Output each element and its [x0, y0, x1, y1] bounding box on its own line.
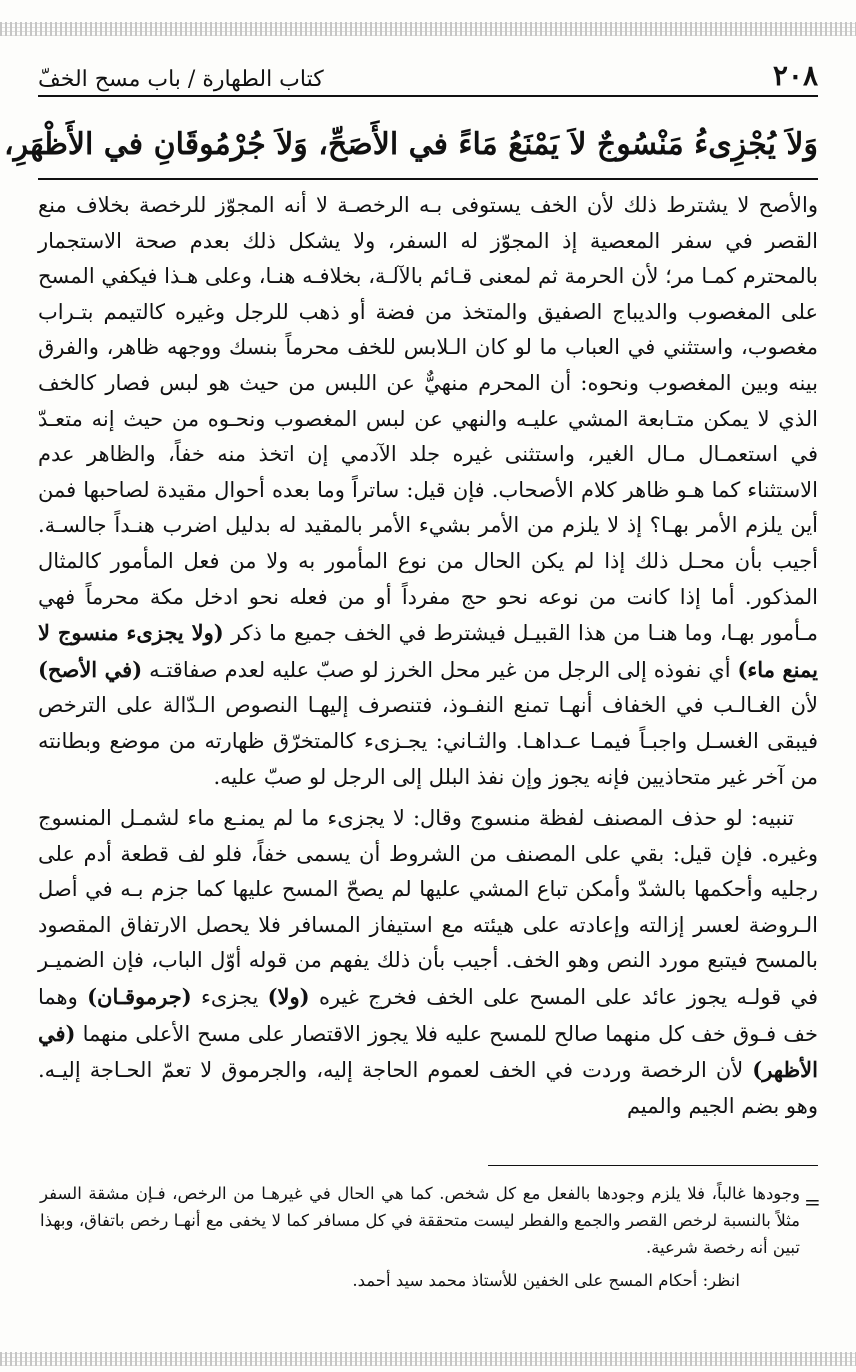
- commentary-body: [38, 188, 818, 1124]
- bottom-ornament-border: [0, 1352, 856, 1366]
- commentary-text: وهما خف فـوق خف كل منهما صالح للمسح عليه فلا يجوز الاقتصار على مسح الأعلى منهما: [38, 985, 818, 1046]
- running-title: كتاب الطهارة / باب مسح الخفّ: [38, 67, 324, 92]
- matn-text: وَلاَ يُجْزِىءُ مَنْسُوجٌ لاَ يَمْنَعُ مَاءً في الأَصَحِّ، وَلاَ جُرْمُوقَانِ في الأَظْهَرِ،: [3, 127, 818, 162]
- matn-quote: (جرموقـان): [87, 984, 192, 1010]
- footnote-text: وجودها غالباً، فلا يلزم وجودها بالفعل مع كل شخص. كما هي الحال في غيرهـا من الرخص، فـإن مشقة السفر مثلاً بالنسبة لرخص القصر والجمع والفطر ليست متحققة في كل مسافر كما لا يخفى مع أنهـا رخص باتفاق، وبهذا تبين أنه رخصة شرعية.: [40, 1184, 800, 1257]
- matn-quote: (ولا): [267, 984, 310, 1010]
- page-number: ٢٠٨: [772, 59, 818, 92]
- commentary-text: لأن الرخصة وردت في الخف لعموم الحاجة إليه، والجرموق لا تعمّ الحـاجة إليـه. وهو بضم الجيم والميم: [38, 1058, 818, 1118]
- commentary-text: لأن الغـالـب في الخفاف أنهـا تمنع النفـوذ، فتنصرف إليهـا النصوص الـدّالة على الترخص فيبقى الغسـل واجبـاً فيمـا عـداهـا. والثـاني: يجـزىء كالمتخرّق ظهارته من موضع وبطانته من آخر غير متحاذيين فإنه يجوز وإن نفذ البلل إلى الرجل لو صبّ عليه.: [38, 693, 818, 789]
- commentary-paragraph-2: [38, 801, 818, 1124]
- matn-divider: [38, 178, 818, 180]
- commentary-text: أي نفوذه إلى الرجل من غير محل الخرز لو صبّ عليه لعدم صفاقتـه: [149, 657, 731, 682]
- top-ornament-border: [0, 22, 856, 36]
- matn-quote: (في الأصح): [38, 656, 143, 682]
- matn-quote: (ولا يجزىء منسوج لا يمنع ماء): [38, 620, 818, 682]
- commentary-text: تنبيه: لو حذف المصنف لفظة منسوج وقال: لا يجزىء ما لم يمنـع ماء لشمـل المنسوج وغيره. فإن قيل: بقي على المصنف من الشروط أن يسمى خفاً، فلو لف قطعة أدم على رجليه وأحكمها بالشدّ وأمكن تباع المشي عليها لم يصحّ المسح عليها كما جزم بـه في أصل الـروضة لعسر إزالته وإعادته على هيئته مع استيفاز المسافر فلا يحصل الارتفاق المقصود بالمسح فيتبع مورد النص وهو الخف. أجيب بأن ذلك يفهم من قوله أوّل الباب، فإن الضميـر في قولـه يجوز عائد على المسح على الخف فخرج غيره: [38, 806, 819, 1010]
- page-header: [38, 58, 818, 97]
- footnote-reference: انظر: أحكام المسح على الخفين للأستاذ محمد سيد أحمد.: [352, 1271, 740, 1290]
- matn-quote: (في الأظهر): [38, 1020, 818, 1083]
- commentary-paragraph-1: [38, 188, 818, 795]
- footnote-continuation-marker: =: [804, 1190, 821, 1214]
- commentary-text: والأصح لا يشترط ذلك لأن الخف يستوفى بـه الرخصـة لا أنه المجوّز للرخصة بخلاف منع القصر في سفر المعصية إذ المجوّز له السفر، ولا يشكل ذلك بعدم صحة الاستجمار بالمحترم كمـا مر؛ لأن الحرمة ثم لمعنى قـائم بالآلـة، بخلافـه هنـا، وعلى هـذا فيكفي المسح على المغصوب والديباج الصفيق والمتخذ من فضة أو ذهب للرجل وغيره كالتيمم بتـراب مغصوب، واستثني في العباب ما لو كان الـلابس للخف محرماً بنسك ووجهه ظاهر، والفرق بينه وبين المغصوب ونحوه: أن المحرم منهيٌّ عن اللبس من حيث هو لبس فصار كالخف الذي لا يمكن متـابعة المشي عليـه والنهي عن لبس المغصوب ونحـوه من حيث إنه متعـدّ في استعمـال مـال الغير، واستثنى غيره جلد الآدمي إن اتخذ منه خفاً، والظاهر عدم الاستثناء كما هـو ظاهر كلام الأصحاب. فإن قيل: ساتراً وما بعده أحوال مقيدة لصاحبها فمن أين يلزم الأمر بهـا؟ إذ لا يلزم من الأمر بشيء الأمر بالمقيد له بدليل اضرب هنـداً جالسـة. أجيب بأن محـل ذلك إذا لم يكن الحال من نوع المأمور به ولا من فعل المأمور كالمثال المذكور. أما إذا كانت من نوعه نحو حج مفرداً أو من فعله نحو ادخل مكة محرماً فهي مـأمور بهـا، وما هنـا من هذا القبيـل فيشترط في الخف جميع ما ذكر: [38, 193, 818, 646]
- footnote-divider: [488, 1165, 818, 1166]
- footnote: [40, 1180, 800, 1294]
- commentary-text: يجزىء: [200, 985, 259, 1010]
